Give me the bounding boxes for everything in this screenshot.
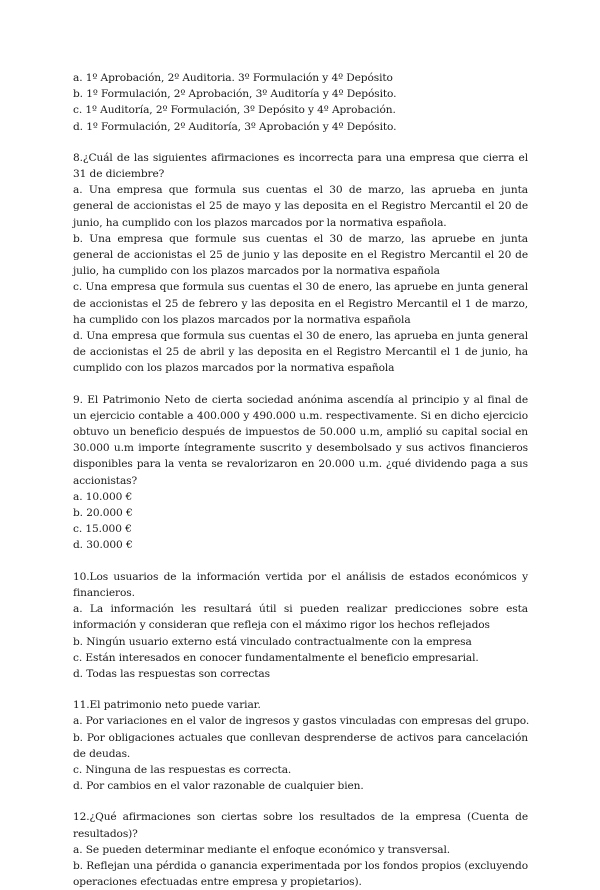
option-a: a. 10.000 € [73,490,133,503]
option-b: b. 20.000 € [73,507,133,520]
option-c: c. Una empresa que formula sus cuentas el 30 de enero, las apruebe en junta general de accionistas el 25 de febrero y las deposita en el Registro Mercantil el 1 de marzo, ha cumplido con los plazos marcados por la normativa española [73,281,528,326]
question-12 [73,809,528,890]
option-a: a. Se pueden determinar mediante el enfoque económico y transversal. [73,843,451,856]
option-a: a. 1º Aprobación, 2º Auditoria. 3º Formulación y 4º Depósito [73,72,393,84]
question-text: 12.¿Qué afirmaciones son ciertas sobre los resultados de la empresa (Cuenta de resultados)? [73,811,528,840]
question-text: 9. El Patrimonio Neto de cierta sociedad anónima ascendía al principio y al final de un ejercicio contable a 400.000 y 490.000 u.m. respectivamente. Si en dicho ejercicio obtuvo un beneficio después de impuestos de 50.000 u.m, amplió su capital social en 30.000 u.m importe íntegramente suscrito y desembolsado y sus activos financieros disponibles para la venta se revalorizaron en 20.000 u.m. ¿qué dividendo paga a sus accionistas? [73,393,528,487]
question-11 [73,697,528,794]
option-b: b. Una empresa que formule sus cuentas el 30 de marzo, las apruebe en junta general de accionistas el 25 de junio y las deposite en el Registro Mercantil el 20 de julio, ha cumplido con los plazos marcados por la normativa española [73,232,528,278]
question-9 [73,392,528,554]
question-text: 8.¿Cuál de las siguientes afirmaciones es incorrecta para una empresa que cierra el 31 de diciembre? [73,151,528,181]
option-b: b. Por obligaciones actuales que conllevan desprenderse de activos para cancelación de deudas. [73,731,528,760]
document-page [73,70,528,890]
option-d: d. Todas las respuestas son correctas [73,667,270,680]
option-d: d. 30.000 € [73,539,133,552]
question-text: 10.Los usuarios de la información vertida por el análisis de estados económicos y financieros. [73,570,528,599]
option-c: c. 1º Auditoría, 2º Formulación, 3º Depósito y 4º Aprobación. [73,104,396,117]
option-c: c. Ninguna de las respuestas es correcta. [73,763,292,776]
option-b: b. Reflejan una pérdida o ganancia experimentada por los fondos propios (excluyendo operaciones efectuadas entre empresa y propietarios). [73,859,528,889]
option-c: c. 15.000 € [73,523,132,536]
option-d: d. Por cambios en el valor razonable de cualquier bien. [73,780,364,793]
option-c: c. Están interesados en conocer fundamentalmente el beneficio empresarial. [73,651,479,664]
option-b: b. 1º Formulación, 2º Aprobación, 3º Auditoría y 4º Depósito. [73,88,397,101]
question-8 [73,150,528,377]
option-a: a. Por variaciones en el valor de ingresos y gastos vinculadas con empresas del grupo. [73,715,530,728]
option-a: a. Una empresa que formula sus cuentas el 30 de marzo, las aprueba en junta general de accionistas el 25 de mayo y las deposita en el Registro Mercantil el 20 de junio, ha cumplido con los plazos marcados por la normativa española. [73,184,528,229]
option-d: d. 1º Formulación, 2º Auditoría, 3º Aprobación y 4º Depósito. [73,120,397,133]
option-b: b. Ningún usuario externo está vinculado contractualmente con la empresa [73,635,472,648]
option-a: a. La información les resultará útil si pueden realizar predicciones sobre esta información y consideran que refleja con el máximo rigor los hechos reflejados [73,603,528,632]
question-10 [73,569,528,682]
option-d: d. Una empresa que formula sus cuentas el 30 de enero, las aprueba en junta general de accionistas el 25 de abril y las deposita en el Registro Mercantil el 1 de junio, ha cumplido con los plazos marcados por la normativa española [73,330,528,375]
question-7-options [73,70,528,135]
question-text: 11.El patrimonio neto puede variar. [73,699,261,712]
